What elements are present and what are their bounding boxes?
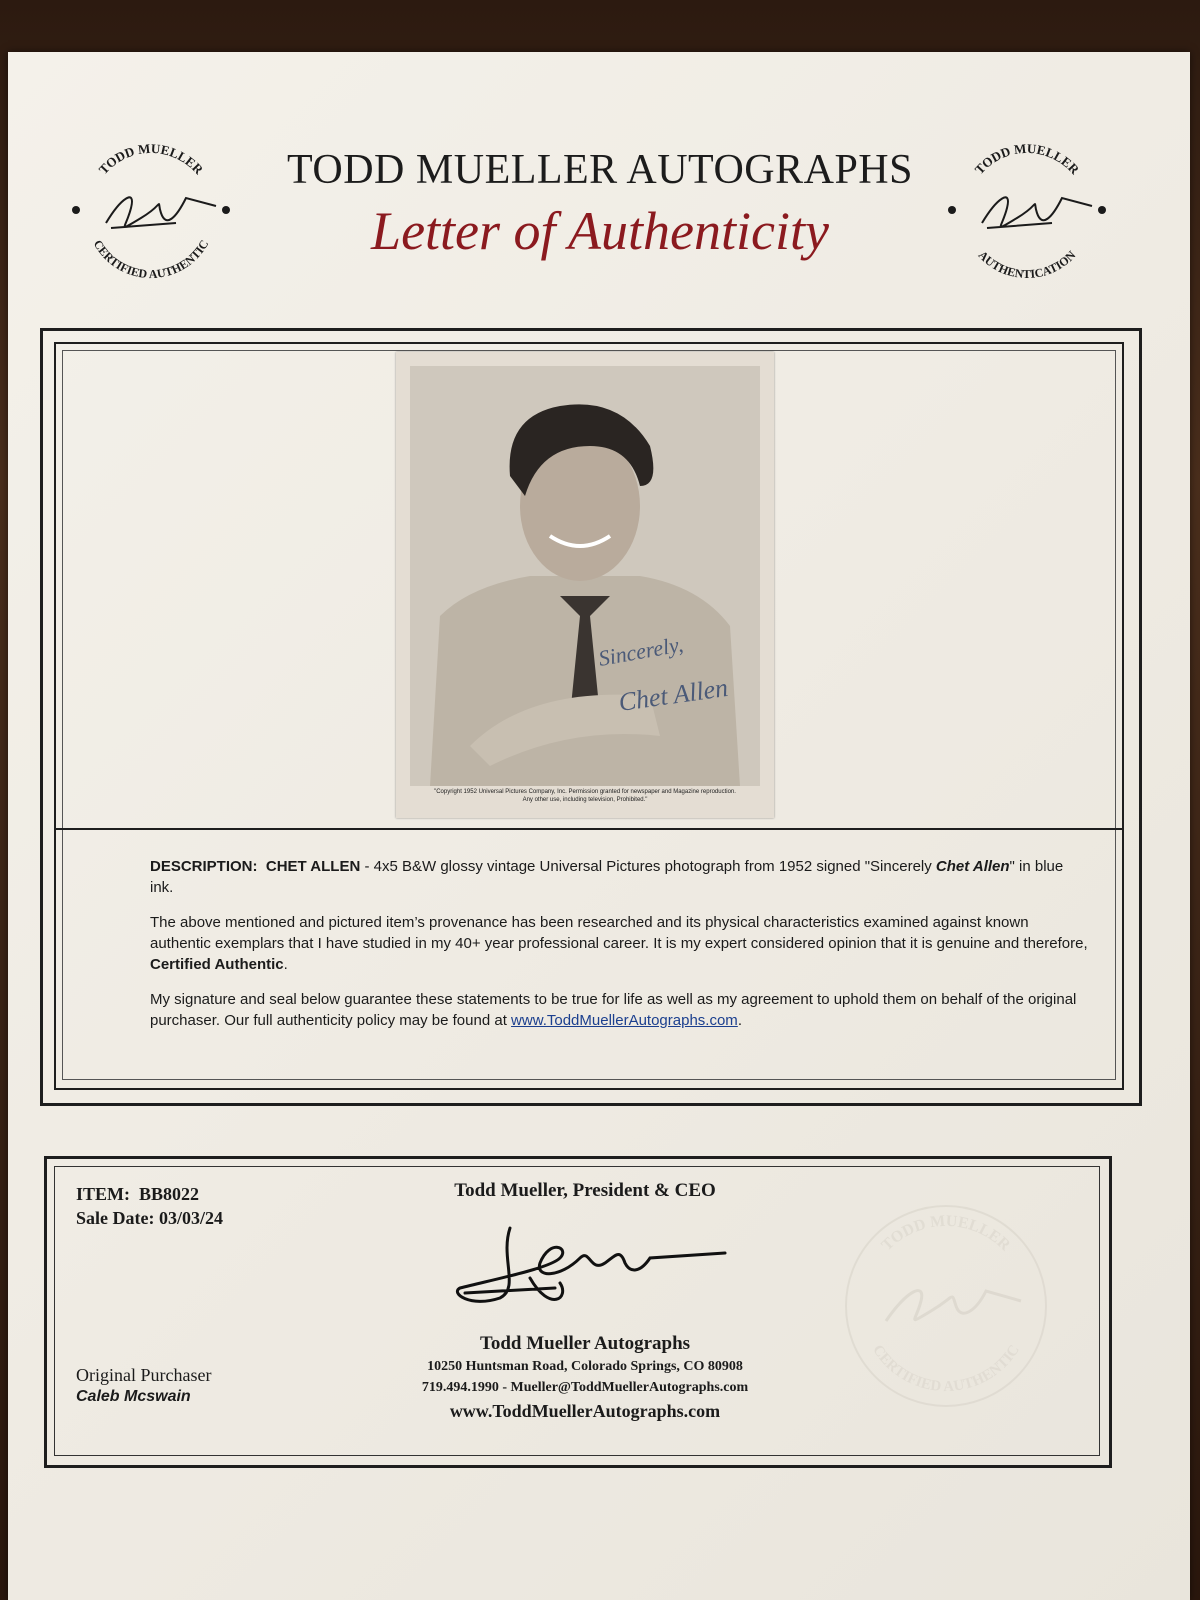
svg-text:CERTIFIED AUTHENTIC bbox=[91, 237, 212, 281]
seal-right-top-text: TODD MUELLER bbox=[971, 140, 1083, 178]
provenance-text-end: . bbox=[283, 956, 288, 973]
certified-authentic-seal-icon bbox=[66, 128, 236, 298]
guarantee-paragraph bbox=[150, 989, 1090, 1031]
description-paragraph bbox=[150, 856, 1090, 898]
contact-company: Todd Mueller Autographs bbox=[479, 1333, 691, 1354]
photo-caption-line1: "Copyright 1952 Universal Pictures Company, Inc. Permission granted for newspaper and Magazine reproduction. bbox=[434, 789, 736, 795]
seal-left-top-text: TODD MUELLER bbox=[95, 140, 207, 178]
photo-caption-line2: Any other use, including television, Prohibited." bbox=[522, 797, 648, 803]
seal-left-bottom-text: CERTIFIED AUTHENTIC bbox=[90, 237, 212, 282]
provenance-paragraph bbox=[150, 912, 1090, 975]
description-signed-name: Chet Allen bbox=[935, 858, 1010, 875]
emboss-bottom-text: CERTIFIED AUTHENTIC bbox=[869, 1342, 1023, 1396]
description-text-before: - 4x5 B&W glossy vintage Universal Pictures photograph from 1952 signed "Sincerely bbox=[360, 858, 936, 875]
contact-address: 10250 Huntsman Road, Colorado Springs, CO 80908 bbox=[427, 1359, 743, 1374]
certified-authentic-label: Certified Authentic bbox=[150, 956, 284, 973]
signature-icon bbox=[440, 1218, 740, 1314]
sale-date-row bbox=[76, 1206, 223, 1230]
svg-text:TODD MUELLER bbox=[96, 141, 207, 178]
purchaser-details bbox=[76, 1364, 211, 1408]
document-title: Letter of Authenticity bbox=[371, 201, 829, 261]
photo-copyright-caption bbox=[406, 788, 764, 804]
sale-date-label: Sale Date: bbox=[76, 1208, 155, 1228]
guarantee-text: My signature and seal below guarantee these statements to be true for life as well as my agreement to uphold them on behalf of the original purchaser. Our full authenticity policy may be found at bbox=[150, 991, 1077, 1029]
description-section bbox=[150, 856, 1090, 1045]
embossed-seal-icon bbox=[836, 1196, 1056, 1416]
signed-photograph bbox=[396, 352, 774, 818]
provenance-text: The above mentioned and pictured item’s provenance has been researched and its physical characteristics examined against known authentic exemplars that I have studied in my 40+ year professional career. It is my expert considered opinion that it is genuine and therefore, bbox=[150, 914, 1088, 952]
svg-text:CERTIFIED AUTHENTIC bbox=[869, 1342, 1023, 1395]
signer-title: Todd Mueller, President & CEO bbox=[454, 1180, 716, 1201]
authentication-seal-icon bbox=[942, 128, 1112, 298]
svg-text:AUTHENTICATION bbox=[976, 248, 1079, 281]
emboss-top-text: TODD MUELLER bbox=[878, 1212, 1014, 1255]
description-text-after: " in blue ink. bbox=[150, 858, 1064, 896]
photo-inscription-line2: Chet Allen bbox=[616, 672, 730, 717]
frame-divider bbox=[56, 828, 1122, 830]
description-subject: CHET ALLEN bbox=[265, 858, 361, 875]
company-heading: TODD MUELLER AUTOGRAPHS bbox=[287, 147, 913, 193]
contact-phone-email: 719.494.1990 - Mueller@ToddMuellerAutographs.com bbox=[421, 1380, 749, 1395]
description-label: DESCRIPTION: bbox=[150, 858, 258, 875]
purchaser-label: Original Purchaser bbox=[76, 1365, 212, 1385]
guarantee-text-end: . bbox=[737, 1012, 742, 1029]
purchaser-name: Caleb Mcswain bbox=[76, 1388, 191, 1405]
contact-details bbox=[330, 1332, 840, 1424]
sale-date-value: 03/03/24 bbox=[158, 1208, 223, 1228]
portrait-image bbox=[410, 366, 760, 786]
item-details bbox=[76, 1182, 223, 1230]
item-label: ITEM: bbox=[76, 1184, 130, 1204]
item-value: BB8022 bbox=[139, 1184, 200, 1204]
seal-right-bottom-text: AUTHENTICATION bbox=[975, 247, 1079, 282]
item-number-row bbox=[76, 1182, 223, 1206]
svg-text:TODD MUELLER bbox=[972, 141, 1083, 178]
contact-website: www.ToddMuellerAutographs.com bbox=[449, 1401, 721, 1421]
photo-inscription-line1: Sincerely, bbox=[596, 631, 685, 671]
policy-link[interactable]: www.ToddMuellerAutographs.com bbox=[511, 1012, 738, 1029]
